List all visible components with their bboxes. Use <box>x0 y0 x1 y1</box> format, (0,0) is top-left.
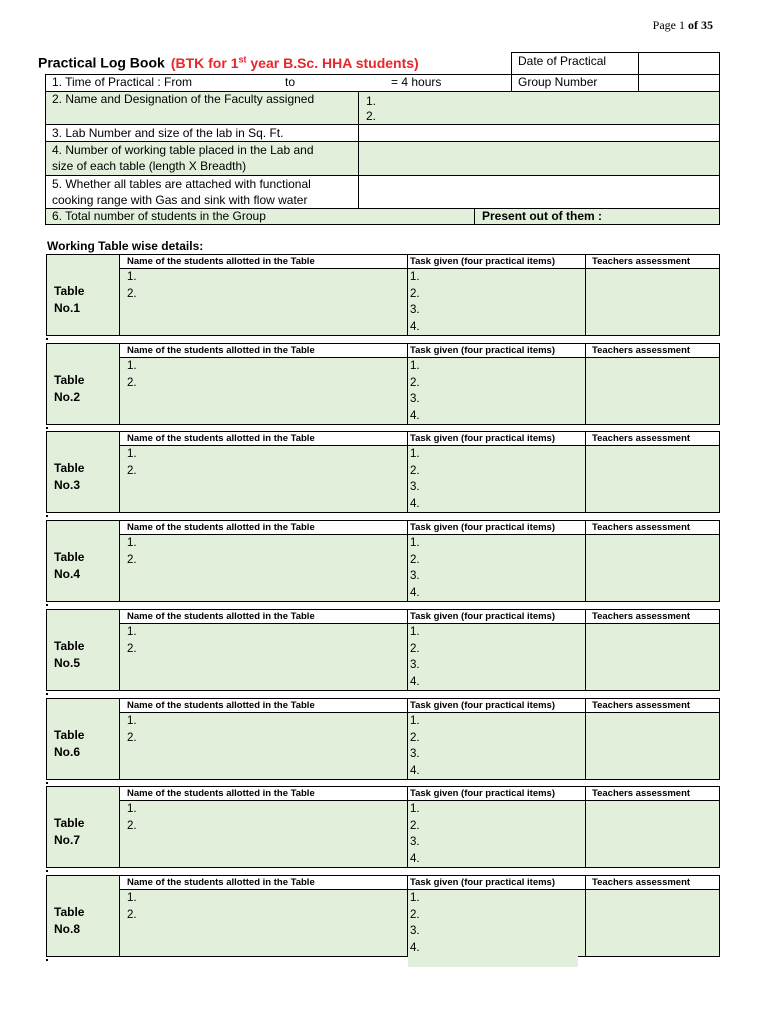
task-input-cell[interactable] <box>407 534 586 602</box>
date-of-practical-label: Date of Practical <box>518 54 607 68</box>
task-number: 1. <box>410 626 420 638</box>
students-header: Name of the students allotted in the Table <box>127 611 315 622</box>
student-number: 1. <box>127 626 137 638</box>
task-number: 3. <box>410 925 420 937</box>
assessment-header: Teachers assessment <box>592 345 691 356</box>
title-subtitle: (BTK for 1st year B.Sc. HHA students) <box>170 54 419 71</box>
date-of-practical-field[interactable] <box>638 52 720 75</box>
task-number: 1. <box>410 271 420 283</box>
task-header: Task given (four practical items) <box>410 522 556 533</box>
faculty-input-cell[interactable] <box>358 91 720 125</box>
task-number: 3. <box>410 570 420 582</box>
task-number: 1. <box>410 803 420 815</box>
task-input-cell[interactable] <box>407 623 586 691</box>
table-label-line2: No.4 <box>54 567 81 581</box>
lab-number-label: 3. Lab Number and size of the lab in Sq. Ft. <box>52 126 284 140</box>
assessment-input-cell[interactable] <box>585 445 720 513</box>
assessment-input-cell[interactable] <box>585 712 720 780</box>
student-number: 1. <box>127 803 137 815</box>
task-column-shading <box>408 955 578 967</box>
student-number: 2. <box>127 377 137 389</box>
task-number: 4. <box>410 765 420 777</box>
table-label-line1: Table <box>54 550 85 564</box>
students-input-cell[interactable] <box>119 357 408 425</box>
assessment-header: Teachers assessment <box>592 256 691 267</box>
task-header: Task given (four practical items) <box>410 788 556 799</box>
students-input-cell[interactable] <box>119 534 408 602</box>
page-number: Page 1 of 35 <box>652 18 713 32</box>
task-number: 3. <box>410 836 420 848</box>
facilities-label-line2: cooking range with Gas and sink with flow water <box>52 193 308 207</box>
paragraph-mark <box>46 870 48 872</box>
task-header: Task given (four practical items) <box>410 345 556 356</box>
student-number: 2. <box>127 554 137 566</box>
student-number: 1. <box>127 448 137 460</box>
students-header: Name of the students allotted in the Table <box>127 700 315 711</box>
table-label-line1: Table <box>54 373 85 387</box>
group-number-field[interactable] <box>638 74 720 92</box>
student-number: 2. <box>127 732 137 744</box>
assessment-input-cell[interactable] <box>585 889 720 957</box>
student-number: 1. <box>127 271 137 283</box>
task-number: 4. <box>410 321 420 333</box>
table-label-line2: No.5 <box>54 656 81 670</box>
group-number-label: Group Number <box>518 75 598 89</box>
table-label-line2: No.3 <box>54 478 81 492</box>
table-label-line2: No.8 <box>54 922 81 936</box>
task-number: 2. <box>410 465 420 477</box>
time-to-label: to <box>285 75 296 89</box>
assessment-header: Teachers assessment <box>592 788 691 799</box>
students-header: Name of the students allotted in the Table <box>127 877 315 888</box>
task-header: Task given (four practical items) <box>410 611 556 622</box>
task-number: 4. <box>410 676 420 688</box>
task-number: 4. <box>410 498 420 510</box>
working-tables-input-cell[interactable] <box>358 141 720 176</box>
task-number: 2. <box>410 732 420 744</box>
students-input-cell[interactable] <box>119 623 408 691</box>
task-number: 1. <box>410 448 420 460</box>
page-title <box>38 54 419 71</box>
task-number: 3. <box>410 393 420 405</box>
task-input-cell[interactable] <box>407 800 586 868</box>
faculty-item-2: 2. <box>366 109 377 123</box>
task-number: 3. <box>410 481 420 493</box>
table-label-line1: Table <box>54 461 85 475</box>
working-tables-label-line2: size of each table (length X Breadth) <box>52 159 247 173</box>
paragraph-mark <box>46 604 48 606</box>
table-label-line1: Table <box>54 639 85 653</box>
task-number: 3. <box>410 659 420 671</box>
assessment-input-cell[interactable] <box>585 534 720 602</box>
task-number: 4. <box>410 410 420 422</box>
paragraph-mark <box>46 782 48 784</box>
lab-number-input-cell[interactable] <box>358 124 720 142</box>
students-header: Name of the students allotted in the Table <box>127 433 315 444</box>
table-label-line2: No.1 <box>54 301 81 315</box>
table-label-line1: Table <box>54 816 85 830</box>
table-label-line2: No.7 <box>54 833 81 847</box>
assessment-input-cell[interactable] <box>585 357 720 425</box>
task-number: 2. <box>410 909 420 921</box>
paragraph-mark <box>46 959 48 961</box>
students-header: Name of the students allotted in the Table <box>127 522 315 533</box>
working-tables-label-line1: 4. Number of working table placed in the Lab and <box>52 143 314 157</box>
faculty-label: 2. Name and Designation of the Faculty assigned <box>52 92 315 106</box>
students-header: Name of the students allotted in the Table <box>127 788 315 799</box>
table-label-line1: Table <box>54 728 85 742</box>
students-input-cell[interactable] <box>119 445 408 513</box>
task-input-cell[interactable] <box>407 889 586 957</box>
assessment-input-cell[interactable] <box>585 800 720 868</box>
student-number: 1. <box>127 537 137 549</box>
task-number: 2. <box>410 288 420 300</box>
task-input-cell[interactable] <box>407 445 586 513</box>
students-header: Name of the students allotted in the Table <box>127 345 315 356</box>
task-header: Task given (four practical items) <box>410 433 556 444</box>
task-header: Task given (four practical items) <box>410 256 556 267</box>
student-number: 1. <box>127 715 137 727</box>
task-input-cell[interactable] <box>407 268 586 336</box>
student-number: 2. <box>127 288 137 300</box>
assessment-input-cell[interactable] <box>585 623 720 691</box>
paragraph-mark <box>46 427 48 429</box>
time-label: 1. Time of Practical : From <box>52 75 193 89</box>
table-label-line1: Table <box>54 284 85 298</box>
assessment-header: Teachers assessment <box>592 433 691 444</box>
table-label-line1: Table <box>54 905 85 919</box>
assessment-header: Teachers assessment <box>592 611 691 622</box>
students-input-cell[interactable] <box>119 889 408 957</box>
task-header: Task given (four practical items) <box>410 700 556 711</box>
task-number: 2. <box>410 820 420 832</box>
task-number: 1. <box>410 715 420 727</box>
table-label-line2: No.2 <box>54 390 81 404</box>
task-number: 3. <box>410 304 420 316</box>
task-header: Task given (four practical items) <box>410 877 556 888</box>
task-input-cell[interactable] <box>407 357 586 425</box>
paragraph-mark <box>46 338 48 340</box>
time-hours-label: = 4 hours <box>391 75 442 89</box>
students-header: Name of the students allotted in the Table <box>127 256 315 267</box>
students-present-label: Present out of them : <box>482 209 603 223</box>
task-number: 4. <box>410 942 420 954</box>
task-number: 4. <box>410 853 420 865</box>
task-input-cell[interactable] <box>407 712 586 780</box>
task-number: 3. <box>410 748 420 760</box>
assessment-header: Teachers assessment <box>592 522 691 533</box>
students-input-cell[interactable] <box>119 800 408 868</box>
paragraph-mark <box>46 693 48 695</box>
task-number: 2. <box>410 377 420 389</box>
facilities-input-cell[interactable] <box>358 175 720 209</box>
student-number: 1. <box>127 360 137 372</box>
task-number: 1. <box>410 537 420 549</box>
task-number: 4. <box>410 587 420 599</box>
task-number: 2. <box>410 554 420 566</box>
facilities-label-line1: 5. Whether all tables are attached with functional <box>52 177 311 191</box>
student-number: 2. <box>127 909 137 921</box>
assessment-header: Teachers assessment <box>592 700 691 711</box>
task-number: 1. <box>410 892 420 904</box>
faculty-item-1: 1. <box>366 94 377 108</box>
students-input-cell[interactable] <box>119 712 408 780</box>
working-table-heading: Working Table wise details: <box>47 239 204 253</box>
student-number: 1. <box>127 892 137 904</box>
paragraph-mark <box>46 515 48 517</box>
students-total-label: 6. Total number of students in the Group <box>52 209 266 223</box>
title-main: Practical Log Book <box>38 54 165 71</box>
task-number: 1. <box>410 360 420 372</box>
assessment-input-cell[interactable] <box>585 268 720 336</box>
task-number: 2. <box>410 643 420 655</box>
students-input-cell[interactable] <box>119 268 408 336</box>
assessment-header: Teachers assessment <box>592 877 691 888</box>
student-number: 2. <box>127 465 137 477</box>
table-label-line2: No.6 <box>54 745 81 759</box>
student-number: 2. <box>127 643 137 655</box>
student-number: 2. <box>127 820 137 832</box>
